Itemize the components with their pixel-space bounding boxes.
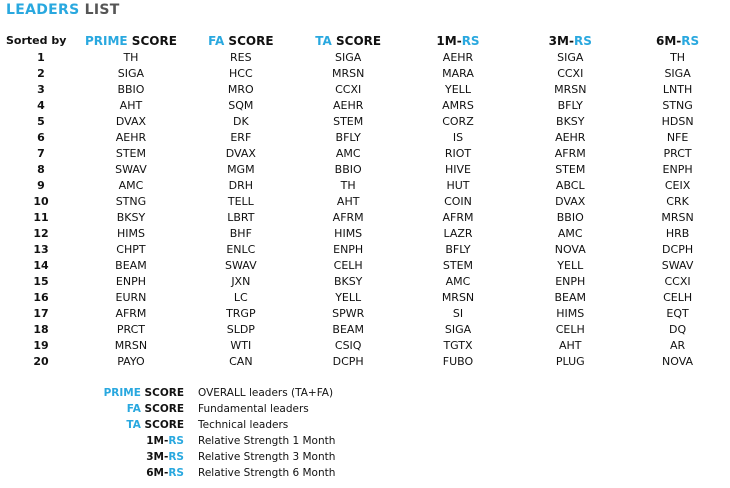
ticker-cell: ENPH — [333, 242, 364, 256]
table-row — [6, 65, 730, 81]
ticker-cell: CEIX — [664, 178, 691, 192]
table-row — [6, 177, 730, 193]
column-header-5 — [515, 32, 625, 49]
table-row — [6, 353, 730, 369]
ticker-cell: NOVA — [662, 354, 694, 368]
ticker-cell: CELH — [663, 290, 693, 304]
column-header-2-suffix: SCORE — [224, 33, 274, 48]
ticker-cell: STEM — [333, 114, 364, 128]
table-row — [6, 209, 730, 225]
ticker-cell: BFLY — [445, 242, 471, 256]
ticker-cell: DQ — [669, 322, 687, 336]
rank-cell: 11 — [33, 210, 49, 224]
ticker-cell: AFRM — [554, 146, 586, 160]
ticker-cell: LNTH — [662, 82, 693, 96]
ticker-cell: EURN — [115, 290, 147, 304]
table-row — [6, 97, 730, 113]
ticker-cell: CORZ — [442, 114, 474, 128]
ticker-cell: AMC — [445, 274, 471, 288]
ticker-cell: YELL — [445, 82, 471, 96]
column-header-4 — [401, 32, 516, 49]
column-header-2-prefix: FA — [208, 33, 225, 48]
rank-cell: 10 — [33, 194, 49, 208]
ticker-cell: CELH — [333, 258, 363, 272]
ticker-cell: BEAM — [332, 322, 364, 336]
ticker-cell: TELL — [227, 194, 254, 208]
rank-cell: 3 — [37, 82, 45, 96]
ticker-cell: TGTX — [443, 338, 473, 352]
ticker-cell: SWAV — [115, 162, 147, 176]
legend-key-suffix: RS — [168, 435, 184, 447]
ticker-cell: ENPH — [555, 274, 586, 288]
ticker-cell: PRCT — [116, 322, 145, 336]
ticker-cell: AEHR — [555, 130, 586, 144]
legend-description: Relative Strength 3 Month — [198, 451, 336, 463]
rank-cell: 4 — [37, 98, 45, 112]
table-row — [6, 49, 730, 65]
ticker-cell: AFRM — [115, 306, 147, 320]
ticker-cell: DVAX — [115, 114, 147, 128]
column-header-5-prefix: 3M- — [548, 33, 574, 48]
legend-key-suffix: SCORE — [140, 403, 184, 415]
legend-item — [0, 385, 335, 401]
ticker-cell: MGM — [227, 162, 255, 176]
header-row — [6, 32, 730, 49]
ticker-cell: AEHR — [442, 50, 474, 64]
ticker-cell: CCXI — [557, 66, 584, 80]
rank-cell: 7 — [37, 146, 45, 160]
ticker-cell: SIGA — [117, 66, 145, 80]
ticker-cell: BKSY — [556, 114, 585, 128]
table-row — [6, 81, 730, 97]
rank-cell: 2 — [37, 66, 45, 80]
ticker-cell: AHT — [559, 338, 582, 352]
legend-key-suffix: RS — [168, 451, 184, 463]
title-rest: LIST — [84, 2, 120, 18]
ticker-cell: BBIO — [334, 162, 362, 176]
ticker-cell: ENLC — [226, 242, 256, 256]
rank-cell: 5 — [37, 114, 45, 128]
ticker-cell: AFRM — [332, 210, 364, 224]
ticker-cell: SQM — [228, 98, 254, 112]
legend-description: Relative Strength 1 Month — [198, 435, 336, 447]
column-header-1-suffix: SCORE — [127, 33, 177, 48]
ticker-cell: LBRT — [227, 210, 255, 224]
ticker-cell: STNG — [662, 98, 693, 112]
rank-cell: 9 — [37, 178, 45, 192]
ticker-cell: HRB — [665, 226, 690, 240]
table-row — [6, 113, 730, 129]
legend-description: Relative Strength 6 Month — [198, 467, 336, 479]
legend-key-prefix: FA — [126, 403, 141, 415]
title-highlight: LEADERS — [6, 2, 80, 18]
ticker-cell: DCPH — [332, 354, 364, 368]
ticker-cell: RES — [230, 50, 252, 64]
column-header-1-prefix: PRIME — [84, 33, 128, 48]
table-row — [6, 241, 730, 257]
column-header-3-prefix: TA — [315, 33, 332, 48]
table-row — [6, 305, 730, 321]
rank-cell: 14 — [33, 258, 49, 272]
column-header-2 — [186, 32, 296, 49]
table-row — [6, 321, 730, 337]
rank-cell: 12 — [33, 226, 49, 240]
column-header-5-suffix: RS — [573, 33, 592, 48]
ticker-cell: BBIO — [117, 82, 145, 96]
ticker-cell: SPWR — [332, 306, 365, 320]
ticker-cell: STEM — [442, 258, 474, 272]
rank-cell: 6 — [37, 130, 45, 144]
ticker-cell: NOVA — [554, 242, 586, 256]
ticker-cell: AEHR — [115, 130, 147, 144]
table-row — [6, 129, 730, 145]
ticker-cell: LC — [233, 290, 248, 304]
ticker-cell: CELH — [555, 322, 585, 336]
rank-cell: 13 — [33, 242, 49, 256]
ticker-cell: BKSY — [116, 210, 146, 224]
ticker-cell: SIGA — [557, 50, 584, 64]
legend-item — [0, 417, 335, 433]
table-row — [6, 337, 730, 353]
rank-cell: 8 — [37, 162, 45, 176]
column-header-6 — [625, 32, 730, 49]
ticker-cell: MRSN — [114, 338, 148, 352]
ticker-cell: CCXI — [664, 274, 691, 288]
legend-key-prefix: 3M- — [146, 451, 169, 463]
ticker-cell: ERF — [230, 130, 252, 144]
ticker-cell: AMC — [557, 226, 583, 240]
rank-cell: 16 — [33, 290, 49, 304]
legend-item — [0, 401, 335, 417]
ticker-cell: DRH — [228, 178, 254, 192]
ticker-cell: EQT — [666, 306, 689, 320]
ticker-cell: AFRM — [442, 210, 474, 224]
ticker-cell: ENPH — [115, 274, 146, 288]
ticker-cell: MARA — [442, 66, 474, 80]
rank-cell: 20 — [33, 354, 49, 368]
ticker-cell: CHPT — [116, 242, 146, 256]
ticker-cell: HDSN — [661, 114, 694, 128]
ticker-cell: SIGA — [335, 50, 362, 64]
column-header-6-suffix: RS — [681, 33, 700, 48]
ticker-cell: WTI — [230, 338, 252, 352]
ticker-cell: NFE — [666, 130, 689, 144]
ticker-cell: DK — [232, 114, 249, 128]
ticker-cell: DVAX — [555, 194, 586, 208]
ticker-cell: TH — [670, 50, 686, 64]
legend-key — [0, 387, 184, 399]
ticker-cell: AMRS — [442, 98, 474, 112]
ticker-cell: ENPH — [662, 162, 693, 176]
rank-cell: 19 — [33, 338, 49, 352]
ticker-cell: MRSN — [661, 210, 694, 224]
table-row — [6, 289, 730, 305]
leaders-table — [6, 32, 730, 369]
table-body — [6, 49, 730, 369]
table-row — [6, 161, 730, 177]
column-header-6-prefix: 6M- — [655, 33, 682, 48]
legend-key — [0, 435, 184, 447]
legend-item — [0, 465, 335, 481]
column-header-3 — [296, 32, 401, 49]
ticker-cell: LAZR — [443, 226, 473, 240]
ticker-cell: PLUG — [555, 354, 585, 368]
ticker-cell: SI — [452, 306, 464, 320]
ticker-cell: CCXI — [335, 82, 362, 96]
table-row — [6, 225, 730, 241]
ticker-cell: DCPH — [662, 242, 694, 256]
ticker-cell: SIGA — [664, 66, 691, 80]
legend-key — [0, 419, 184, 431]
ticker-cell: YELL — [335, 290, 362, 304]
ticker-cell: AR — [669, 338, 686, 352]
ticker-cell: ABCL — [555, 178, 585, 192]
column-header-1 — [76, 32, 186, 49]
ticker-cell: AMC — [335, 146, 361, 160]
ticker-cell: COIN — [444, 194, 472, 208]
legend-key-suffix: RS — [168, 467, 184, 479]
table-row — [6, 257, 730, 273]
rank-cell: 17 — [33, 306, 49, 320]
ticker-cell: MRSN — [332, 66, 365, 80]
ticker-cell: BHF — [229, 226, 252, 240]
ticker-cell: TH — [340, 178, 356, 192]
rank-cell: 15 — [33, 274, 49, 288]
ticker-cell: MRO — [227, 82, 254, 96]
ticker-cell: BKSY — [333, 274, 363, 288]
ticker-cell: IS — [452, 130, 464, 144]
ticker-cell: BFLY — [335, 130, 361, 144]
legend-key — [0, 451, 184, 463]
ticker-cell: AEHR — [332, 98, 364, 112]
ticker-cell: SWAV — [661, 258, 694, 272]
ticker-cell: STEM — [555, 162, 586, 176]
legend-key-prefix: 6M- — [146, 467, 169, 479]
ticker-cell: BEAM — [554, 290, 587, 304]
ticker-cell: TRGP — [226, 306, 256, 320]
ticker-cell: JXN — [231, 274, 251, 288]
ticker-cell: RIOT — [444, 146, 472, 160]
page-title — [6, 2, 120, 18]
ticker-cell: PAYO — [117, 354, 145, 368]
table-row — [6, 273, 730, 289]
rank-cell: 1 — [37, 50, 45, 64]
rank-cell: 18 — [33, 322, 49, 336]
ticker-cell: FUBO — [442, 354, 474, 368]
ticker-cell: CAN — [229, 354, 253, 368]
ticker-cell: STNG — [115, 194, 147, 208]
ticker-cell: AHT — [336, 194, 360, 208]
legend-key — [0, 403, 184, 415]
ticker-cell: YELL — [557, 258, 584, 272]
ticker-cell: STEM — [115, 146, 147, 160]
ticker-cell: CRK — [666, 194, 689, 208]
ticker-cell: SIGA — [444, 322, 472, 336]
ticker-cell: BBIO — [556, 210, 584, 224]
legend-description: Technical leaders — [198, 419, 289, 431]
ticker-cell: SWAV — [225, 258, 257, 272]
legend-description: Fundamental leaders — [198, 403, 309, 415]
ticker-cell: BEAM — [115, 258, 147, 272]
ticker-cell: SLDP — [226, 322, 255, 336]
legend-description: OVERALL leaders (TA+FA) — [198, 387, 334, 399]
ticker-cell: HIMS — [556, 306, 585, 320]
ticker-cell: CSIQ — [334, 338, 362, 352]
column-header-3-suffix: SCORE — [331, 33, 382, 48]
table-row — [6, 193, 730, 209]
table-row — [6, 145, 730, 161]
legend-key-prefix: TA — [126, 419, 141, 431]
legend-key-prefix: 1M- — [146, 435, 169, 447]
column-header-4-suffix: RS — [461, 33, 480, 48]
sorted-by-label: Sorted by — [6, 34, 67, 47]
ticker-cell: AMC — [118, 178, 144, 192]
legend-item — [0, 433, 335, 449]
ticker-cell: BFLY — [557, 98, 583, 112]
column-header-4-prefix: 1M- — [436, 33, 462, 48]
ticker-cell: MRSN — [441, 290, 475, 304]
legend-key — [0, 467, 184, 479]
ticker-cell: PRCT — [663, 146, 692, 160]
ticker-cell: HIMS — [116, 226, 145, 240]
legend-key-suffix: SCORE — [140, 419, 184, 431]
legend-key-prefix: PRIME — [103, 387, 141, 399]
ticker-cell: TH — [123, 50, 139, 64]
ticker-cell: DVAX — [225, 146, 256, 160]
ticker-cell: HIVE — [444, 162, 471, 176]
ticker-cell: HIMS — [334, 226, 363, 240]
ticker-cell: HCC — [229, 66, 253, 80]
legend — [0, 385, 335, 481]
ticker-cell: HUT — [446, 178, 470, 192]
legend-item — [0, 449, 335, 465]
ticker-cell: AHT — [119, 98, 143, 112]
ticker-cell: MRSN — [554, 82, 587, 96]
legend-key-suffix: SCORE — [140, 387, 184, 399]
